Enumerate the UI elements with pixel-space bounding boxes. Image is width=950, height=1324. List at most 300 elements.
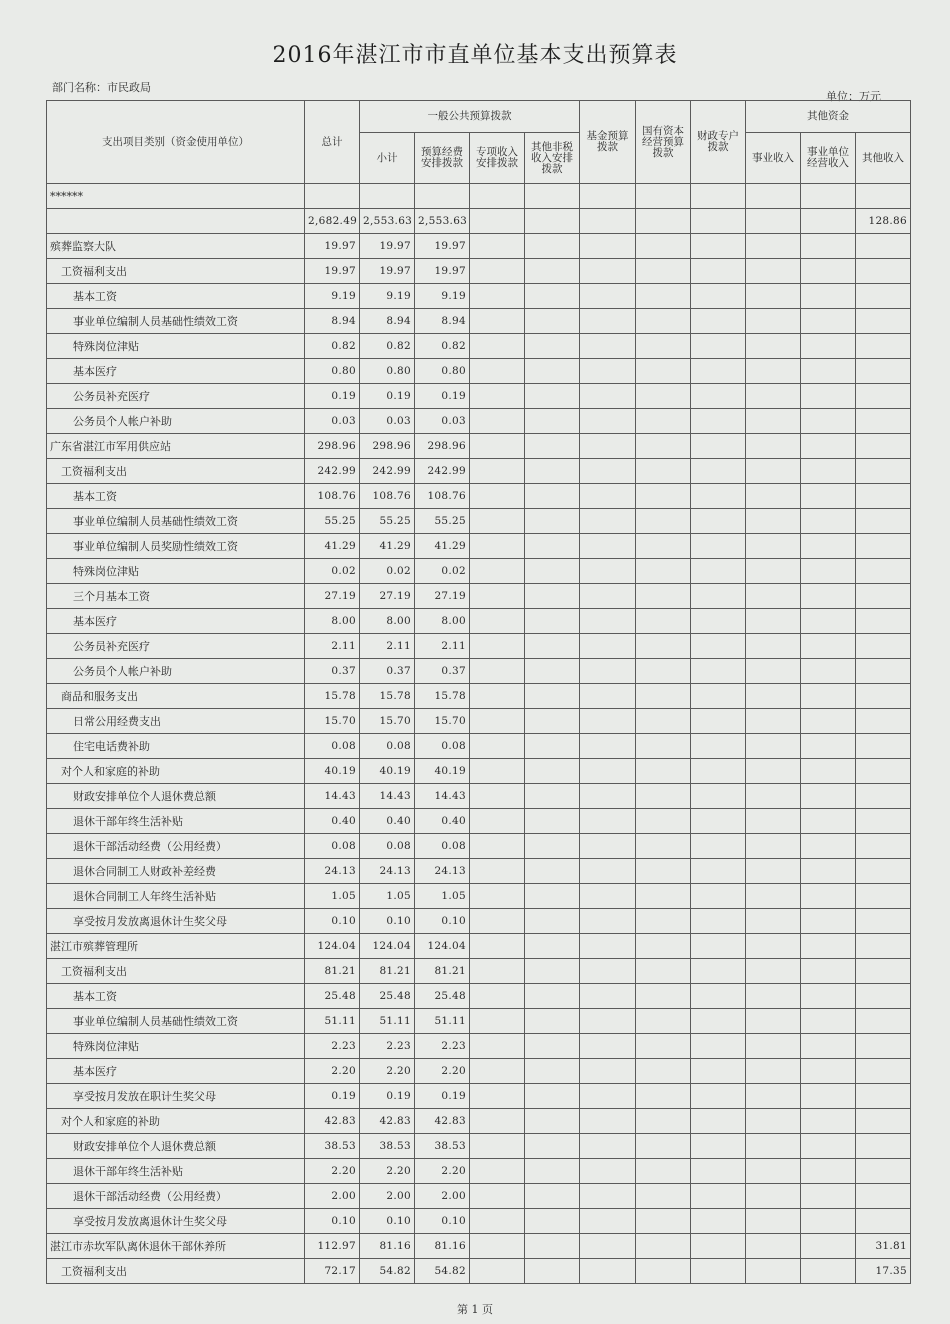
- row-special-income-cell: [470, 1109, 525, 1134]
- row-fiscal-account-cell: [691, 484, 746, 509]
- row-business-income-cell: [746, 284, 801, 309]
- row-name-cell: 基本工资: [47, 484, 305, 509]
- row-total-cell: 0.08: [305, 834, 360, 859]
- row-subtotal-cell: 0.10: [360, 1209, 415, 1234]
- row-budget-cell: 2.00: [415, 1184, 470, 1209]
- row-subtotal-cell: 0.19: [360, 384, 415, 409]
- row-name-cell: 特殊岗位津贴: [47, 559, 305, 584]
- row-other-nontax-cell: [525, 384, 580, 409]
- row-special-income-cell: [470, 534, 525, 559]
- row-budget-cell: 19.97: [415, 234, 470, 259]
- row-other-income-cell: [856, 859, 911, 884]
- row-special-income-cell: [470, 659, 525, 684]
- row-operating-income-cell: [801, 909, 856, 934]
- row-total-cell: 14.43: [305, 784, 360, 809]
- header-category: 支出项目类别（资金使用单位）: [47, 101, 305, 184]
- row-business-income-cell: [746, 534, 801, 559]
- row-subtotal-cell: 14.43: [360, 784, 415, 809]
- row-other-income-cell: [856, 434, 911, 459]
- row-name-cell: 特殊岗位津贴: [47, 1034, 305, 1059]
- row-fiscal-account-cell: [691, 784, 746, 809]
- row-name-cell: 事业单位编制人员基础性绩效工资: [47, 309, 305, 334]
- row-state-capital-cell: [636, 384, 691, 409]
- row-subtotal-cell: 2.00: [360, 1184, 415, 1209]
- row-state-capital-cell: [636, 684, 691, 709]
- row-subtotal-cell: 298.96: [360, 434, 415, 459]
- row-state-capital-cell: [636, 1159, 691, 1184]
- row-state-capital-cell: [636, 709, 691, 734]
- row-fiscal-account-cell: [691, 684, 746, 709]
- row-fund-budget-cell: [580, 459, 636, 484]
- row-fiscal-account-cell: [691, 309, 746, 334]
- row-name-cell: [47, 209, 305, 234]
- row-other-income-cell: [856, 234, 911, 259]
- row-subtotal-cell: 0.37: [360, 659, 415, 684]
- row-business-income-cell: [746, 309, 801, 334]
- table-row: [47, 709, 911, 734]
- row-business-income-cell: [746, 834, 801, 859]
- row-total-cell: 0.37: [305, 659, 360, 684]
- row-operating-income-cell: [801, 784, 856, 809]
- row-total-cell: 38.53: [305, 1134, 360, 1159]
- table-row: [47, 1234, 911, 1259]
- row-budget-cell: 0.10: [415, 909, 470, 934]
- row-operating-income-cell: [801, 809, 856, 834]
- row-total-cell: 112.97: [305, 1234, 360, 1259]
- row-budget-cell: 15.78: [415, 684, 470, 709]
- header-fiscal-account: 财政专户拨款: [691, 101, 746, 184]
- row-fiscal-account-cell: [691, 409, 746, 434]
- row-special-income-cell: [470, 409, 525, 434]
- row-other-income-cell: [856, 284, 911, 309]
- row-budget-cell: 2,553.63: [415, 209, 470, 234]
- table-row: [47, 359, 911, 384]
- row-total-cell: 2,682.49: [305, 209, 360, 234]
- table-row: [47, 284, 911, 309]
- row-state-capital-cell: [636, 534, 691, 559]
- table-row: [47, 634, 911, 659]
- row-other-income-cell: [856, 359, 911, 384]
- row-other-nontax-cell: [525, 734, 580, 759]
- row-other-nontax-cell: [525, 1159, 580, 1184]
- row-subtotal-cell: 0.08: [360, 734, 415, 759]
- row-state-capital-cell: [636, 559, 691, 584]
- table-row: [47, 384, 911, 409]
- row-operating-income-cell: [801, 334, 856, 359]
- row-name-cell: 工资福利支出: [47, 959, 305, 984]
- row-other-nontax-cell: [525, 484, 580, 509]
- row-special-income-cell: [470, 259, 525, 284]
- table-row: [47, 309, 911, 334]
- row-operating-income-cell: [801, 834, 856, 859]
- table-row: [47, 484, 911, 509]
- row-name-cell: 殡葬监察大队: [47, 234, 305, 259]
- row-other-nontax-cell: [525, 584, 580, 609]
- row-total-cell: 42.83: [305, 1109, 360, 1134]
- row-total-cell: 8.94: [305, 309, 360, 334]
- row-special-income-cell: [470, 1159, 525, 1184]
- row-fiscal-account-cell: [691, 609, 746, 634]
- row-special-income-cell: [470, 509, 525, 534]
- row-business-income-cell: [746, 934, 801, 959]
- row-name-cell: 退休干部活动经费（公用经费）: [47, 834, 305, 859]
- row-fund-budget-cell: [580, 984, 636, 1009]
- row-operating-income-cell: [801, 1159, 856, 1184]
- row-budget-cell: 24.13: [415, 859, 470, 884]
- row-budget-cell: 0.80: [415, 359, 470, 384]
- row-total-cell: 0.82: [305, 334, 360, 359]
- row-other-income-cell: [856, 1184, 911, 1209]
- row-budget-cell: 0.08: [415, 734, 470, 759]
- table-row: [47, 909, 911, 934]
- table-row: [47, 1209, 911, 1234]
- row-name-cell: 享受按月发放在职计生奖父母: [47, 1084, 305, 1109]
- row-other-nontax-cell: [525, 459, 580, 484]
- row-special-income-cell: [470, 384, 525, 409]
- row-business-income-cell: [746, 434, 801, 459]
- row-other-nontax-cell: [525, 434, 580, 459]
- row-fund-budget-cell: [580, 909, 636, 934]
- table-row: [47, 809, 911, 834]
- row-total-cell: 0.03: [305, 409, 360, 434]
- row-business-income-cell: [746, 559, 801, 584]
- row-budget-cell: 38.53: [415, 1134, 470, 1159]
- row-other-income-cell: 17.35: [856, 1259, 911, 1284]
- row-other-nontax-cell: [525, 634, 580, 659]
- row-subtotal-cell: 38.53: [360, 1134, 415, 1159]
- row-fiscal-account-cell: [691, 584, 746, 609]
- row-fiscal-account-cell: [691, 834, 746, 859]
- row-fund-budget-cell: [580, 1109, 636, 1134]
- row-other-income-cell: [856, 509, 911, 534]
- row-other-income-cell: [856, 459, 911, 484]
- row-subtotal-cell: 8.94: [360, 309, 415, 334]
- table-row: [47, 334, 911, 359]
- row-special-income-cell: [470, 884, 525, 909]
- row-business-income-cell: [746, 459, 801, 484]
- row-state-capital-cell: [636, 934, 691, 959]
- row-name-cell: 财政安排单位个人退休费总额: [47, 1134, 305, 1159]
- row-business-income-cell: [746, 1009, 801, 1034]
- row-other-nontax-cell: [525, 559, 580, 584]
- row-operating-income-cell: [801, 1084, 856, 1109]
- row-fund-budget-cell: [580, 734, 636, 759]
- row-budget-cell: 9.19: [415, 284, 470, 309]
- row-special-income-cell: [470, 784, 525, 809]
- header-special-income: 专项收入安排拨款: [470, 133, 525, 184]
- header-other-nontax: 其他非税收入安排拨款: [525, 133, 580, 184]
- row-operating-income-cell: [801, 659, 856, 684]
- row-total-cell: 72.17: [305, 1259, 360, 1284]
- row-total-cell: 2.20: [305, 1159, 360, 1184]
- row-total-cell: 51.11: [305, 1009, 360, 1034]
- row-other-nontax-cell: [525, 984, 580, 1009]
- row-other-income-cell: [856, 759, 911, 784]
- row-subtotal-cell: 15.78: [360, 684, 415, 709]
- table-row: [47, 559, 911, 584]
- row-state-capital-cell: [636, 459, 691, 484]
- row-state-capital-cell: [636, 1009, 691, 1034]
- row-fiscal-account-cell: [691, 1209, 746, 1234]
- row-fiscal-account-cell: [691, 459, 746, 484]
- table-row: [47, 434, 911, 459]
- row-subtotal-cell: 0.19: [360, 1084, 415, 1109]
- row-fiscal-account-cell: [691, 209, 746, 234]
- row-subtotal-cell: 19.97: [360, 234, 415, 259]
- row-subtotal-cell: 2.23: [360, 1034, 415, 1059]
- row-name-cell: 商品和服务支出: [47, 684, 305, 709]
- row-fiscal-account-cell: [691, 509, 746, 534]
- row-name-cell: 公务员个人帐户补助: [47, 659, 305, 684]
- row-other-income-cell: [856, 1084, 911, 1109]
- row-other-nontax-cell: [525, 284, 580, 309]
- row-other-nontax-cell: [525, 1209, 580, 1234]
- row-state-capital-cell: [636, 859, 691, 884]
- row-state-capital-cell: [636, 984, 691, 1009]
- row-fiscal-account-cell: [691, 634, 746, 659]
- row-business-income-cell: [746, 1084, 801, 1109]
- row-operating-income-cell: [801, 1259, 856, 1284]
- row-fund-budget-cell: [580, 409, 636, 434]
- row-other-income-cell: [856, 809, 911, 834]
- row-business-income-cell: [746, 909, 801, 934]
- row-fund-budget-cell: [580, 434, 636, 459]
- row-fiscal-account-cell: [691, 1009, 746, 1034]
- row-subtotal-cell: 2.20: [360, 1159, 415, 1184]
- row-state-capital-cell: [636, 784, 691, 809]
- row-total-cell: 19.97: [305, 259, 360, 284]
- row-subtotal-cell: 108.76: [360, 484, 415, 509]
- row-subtotal-cell: 8.00: [360, 609, 415, 634]
- row-business-income-cell: [746, 334, 801, 359]
- row-operating-income-cell: [801, 534, 856, 559]
- row-other-income-cell: [856, 684, 911, 709]
- row-business-income-cell: [746, 884, 801, 909]
- row-subtotal-cell: 24.13: [360, 859, 415, 884]
- row-name-cell: 享受按月发放离退休计生奖父母: [47, 1209, 305, 1234]
- row-special-income-cell: [470, 1234, 525, 1259]
- row-other-income-cell: [856, 1034, 911, 1059]
- row-fund-budget-cell: [580, 534, 636, 559]
- row-special-income-cell: [470, 859, 525, 884]
- row-operating-income-cell: [801, 234, 856, 259]
- row-name-cell: 住宅电话费补助: [47, 734, 305, 759]
- row-name-cell: 对个人和家庭的补助: [47, 1109, 305, 1134]
- row-special-income-cell: [470, 459, 525, 484]
- row-name-cell: 湛江市殡葬管理所: [47, 934, 305, 959]
- row-name-cell: 财政安排单位个人退休费总额: [47, 784, 305, 809]
- row-business-income-cell: [746, 584, 801, 609]
- row-business-income-cell: [746, 959, 801, 984]
- row-fund-budget-cell: [580, 1159, 636, 1184]
- row-business-income-cell: [746, 259, 801, 284]
- row-total-cell: 0.80: [305, 359, 360, 384]
- row-other-nontax-cell: [525, 234, 580, 259]
- row-subtotal-cell: 25.48: [360, 984, 415, 1009]
- row-budget-cell: 0.10: [415, 1209, 470, 1234]
- row-special-income-cell: [470, 284, 525, 309]
- row-name-cell: 基本工资: [47, 984, 305, 1009]
- row-other-income-cell: [856, 534, 911, 559]
- row-fiscal-account-cell: [691, 359, 746, 384]
- row-state-capital-cell: [636, 259, 691, 284]
- table-row: [47, 1134, 911, 1159]
- row-name-cell: 工资福利支出: [47, 259, 305, 284]
- row-budget-cell: 15.70: [415, 709, 470, 734]
- table-row: [47, 959, 911, 984]
- row-total-cell: 2.11: [305, 634, 360, 659]
- row-operating-income-cell: [801, 509, 856, 534]
- row-total-cell: 8.00: [305, 609, 360, 634]
- row-budget-cell: 40.19: [415, 759, 470, 784]
- row-other-nontax-cell: [525, 934, 580, 959]
- row-fund-budget-cell: [580, 484, 636, 509]
- table-row: [47, 684, 911, 709]
- table-row: [47, 1109, 911, 1134]
- row-state-capital-cell: [636, 284, 691, 309]
- row-special-income-cell: [470, 909, 525, 934]
- row-budget-cell: 55.25: [415, 509, 470, 534]
- row-state-capital-cell: [636, 1209, 691, 1234]
- row-budget-cell: 0.37: [415, 659, 470, 684]
- row-name-cell: 湛江市赤坎军队离休退休干部休养所: [47, 1234, 305, 1259]
- row-state-capital-cell: [636, 309, 691, 334]
- row-other-nontax-cell: [525, 809, 580, 834]
- row-subtotal-cell: 27.19: [360, 584, 415, 609]
- row-budget-cell: 8.94: [415, 309, 470, 334]
- row-other-income-cell: [856, 409, 911, 434]
- row-budget-cell: 0.19: [415, 1084, 470, 1109]
- table-row: [47, 459, 911, 484]
- header-state-capital: 国有资本经营预算拨款: [636, 101, 691, 184]
- row-subtotal-cell: 9.19: [360, 284, 415, 309]
- row-fund-budget-cell: [580, 634, 636, 659]
- row-subtotal-cell: 0.02: [360, 559, 415, 584]
- row-other-nontax-cell: [525, 759, 580, 784]
- row-other-income-cell: [856, 1109, 911, 1134]
- row-fund-budget-cell: [580, 759, 636, 784]
- row-other-income-cell: [856, 1209, 911, 1234]
- row-other-income-cell: [856, 1159, 911, 1184]
- table-row: [47, 509, 911, 534]
- row-subtotal-cell: 242.99: [360, 459, 415, 484]
- row-subtotal-cell: 54.82: [360, 1259, 415, 1284]
- row-budget-cell: 0.19: [415, 384, 470, 409]
- header-subtotal: 小计: [360, 133, 415, 184]
- row-budget-cell: 0.40: [415, 809, 470, 834]
- star-row: [47, 184, 911, 209]
- row-total-cell: 27.19: [305, 584, 360, 609]
- row-fund-budget-cell: [580, 1034, 636, 1059]
- row-business-income-cell: [746, 1209, 801, 1234]
- row-other-income-cell: [856, 959, 911, 984]
- row-other-nontax-cell: [525, 209, 580, 234]
- row-subtotal-cell: 2.20: [360, 1059, 415, 1084]
- row-other-nontax-cell: [525, 1184, 580, 1209]
- table-row: [47, 209, 911, 234]
- row-subtotal-cell: 0.40: [360, 809, 415, 834]
- row-fiscal-account-cell: [691, 909, 746, 934]
- table-row: [47, 934, 911, 959]
- row-operating-income-cell: [801, 259, 856, 284]
- unit-label: 单位：万元: [826, 90, 881, 103]
- row-fiscal-account-cell: [691, 559, 746, 584]
- header-total: 总计: [305, 101, 360, 184]
- row-subtotal-cell: 0.10: [360, 909, 415, 934]
- row-special-income-cell: [470, 684, 525, 709]
- row-subtotal-cell: 0.08: [360, 834, 415, 859]
- row-subtotal-cell: 2,553.63: [360, 209, 415, 234]
- row-business-income-cell: [746, 734, 801, 759]
- row-fiscal-account-cell: [691, 1084, 746, 1109]
- row-special-income-cell: [470, 934, 525, 959]
- row-operating-income-cell: [801, 584, 856, 609]
- row-fund-budget-cell: [580, 284, 636, 309]
- row-other-nontax-cell: [525, 1134, 580, 1159]
- row-total-cell: 15.70: [305, 709, 360, 734]
- row-state-capital-cell: [636, 1109, 691, 1134]
- row-operating-income-cell: [801, 1009, 856, 1034]
- row-fiscal-account-cell: [691, 759, 746, 784]
- row-name-cell: 日常公用经费支出: [47, 709, 305, 734]
- row-name-cell: 三个月基本工资: [47, 584, 305, 609]
- row-subtotal-cell: 40.19: [360, 759, 415, 784]
- row-state-capital-cell: [636, 484, 691, 509]
- row-fiscal-account-cell: [691, 1234, 746, 1259]
- row-fiscal-account-cell: [691, 1159, 746, 1184]
- row-budget-cell: 0.03: [415, 409, 470, 434]
- row-budget-cell: 54.82: [415, 1259, 470, 1284]
- row-total-cell: 124.04: [305, 934, 360, 959]
- row-special-income-cell: [470, 984, 525, 1009]
- row-other-income-cell: [856, 984, 911, 1009]
- row-business-income-cell: [746, 984, 801, 1009]
- row-special-income-cell: [470, 1034, 525, 1059]
- row-special-income-cell: [470, 484, 525, 509]
- row-fund-budget-cell: [580, 584, 636, 609]
- row-name-cell: 退休干部年终生活补贴: [47, 1159, 305, 1184]
- row-operating-income-cell: [801, 459, 856, 484]
- row-budget-cell: 124.04: [415, 934, 470, 959]
- table-row: [47, 1159, 911, 1184]
- row-name-cell: 广东省湛江市军用供应站: [47, 434, 305, 459]
- row-special-income-cell: [470, 709, 525, 734]
- row-other-income-cell: [856, 1134, 911, 1159]
- row-operating-income-cell: [801, 1184, 856, 1209]
- row-name-cell: 事业单位编制人员奖励性绩效工资: [47, 534, 305, 559]
- row-fiscal-account-cell: [691, 884, 746, 909]
- row-business-income-cell: [746, 234, 801, 259]
- table-row: [47, 834, 911, 859]
- table-row: [47, 534, 911, 559]
- row-other-income-cell: 128.86: [856, 209, 911, 234]
- row-business-income-cell: [746, 1259, 801, 1284]
- row-total-cell: 0.02: [305, 559, 360, 584]
- row-business-income-cell: [746, 1034, 801, 1059]
- row-subtotal-cell: 81.16: [360, 1234, 415, 1259]
- table-row: [47, 609, 911, 634]
- row-subtotal-cell: 55.25: [360, 509, 415, 534]
- row-business-income-cell: [746, 409, 801, 434]
- row-special-income-cell: [470, 234, 525, 259]
- row-other-income-cell: [856, 884, 911, 909]
- row-budget-cell: 2.23: [415, 1034, 470, 1059]
- row-fund-budget-cell: [580, 1059, 636, 1084]
- row-fund-budget-cell: [580, 1209, 636, 1234]
- row-other-income-cell: [856, 734, 911, 759]
- row-name-cell: 基本工资: [47, 284, 305, 309]
- table-row: [47, 859, 911, 884]
